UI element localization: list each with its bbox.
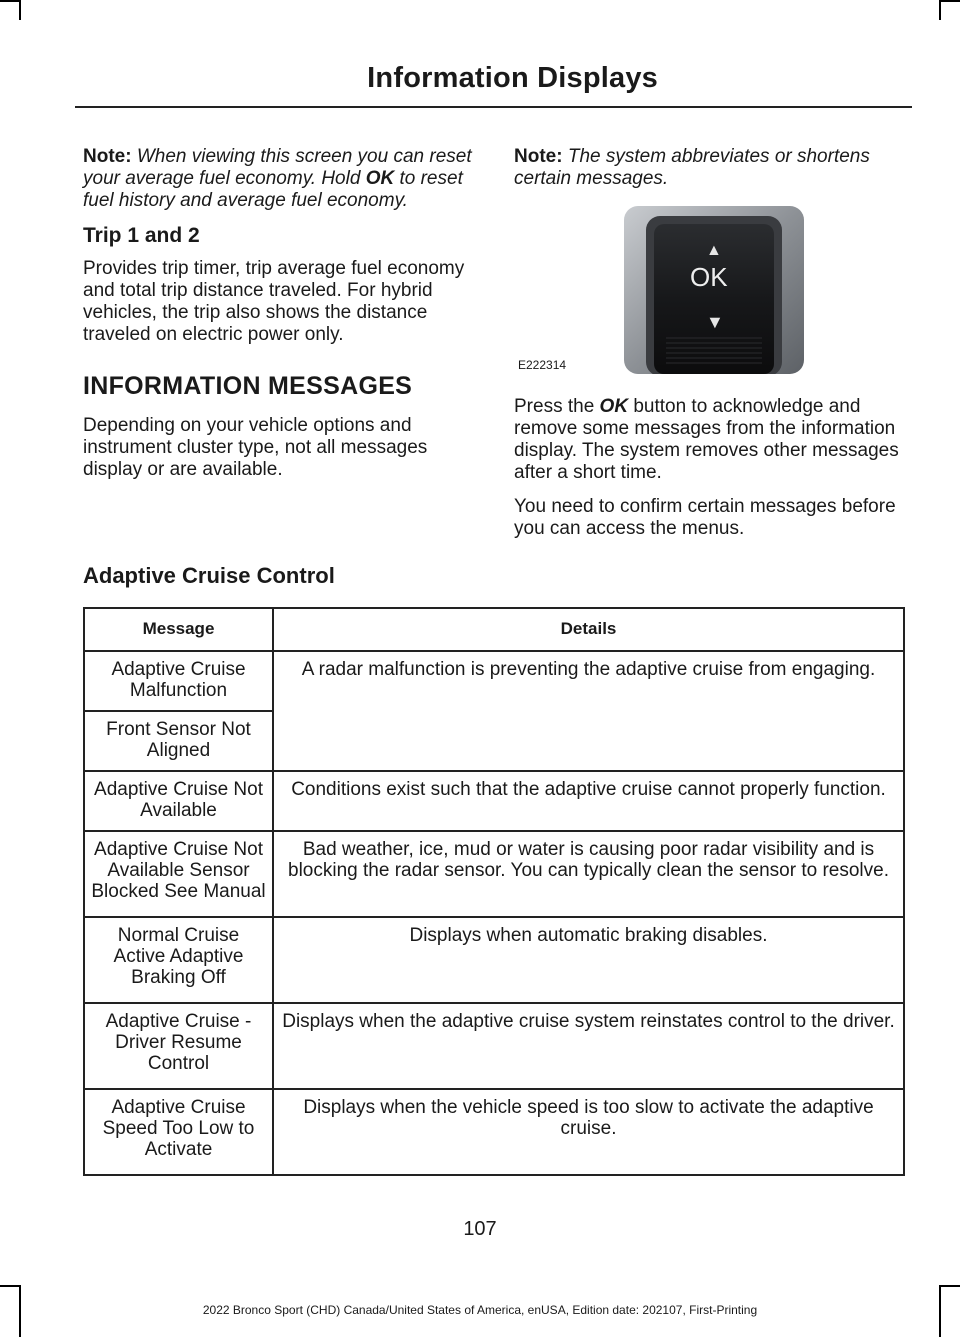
table-row (84, 917, 904, 1003)
message-cell: Adaptive Cruise Malfunction (84, 651, 273, 711)
ok-keyword: OK (365, 168, 395, 189)
crop-mark (940, 1285, 960, 1287)
table-row (84, 771, 904, 831)
message-cell: Normal Cruise Active Adaptive Braking Off (84, 917, 273, 1003)
ok-button-figure (514, 206, 909, 376)
note-label: Note: (83, 146, 132, 167)
table-header-row (84, 608, 904, 651)
note-label: Note: (514, 146, 563, 167)
press-text-end: button to acknowledge and remove some messages from the information display. The system removes other messages after a short time. (514, 396, 899, 483)
message-cell: Adaptive Cruise Not Available (84, 771, 273, 831)
crop-mark (19, 0, 21, 20)
messages-table (83, 607, 905, 1176)
details-cell: Displays when the vehicle speed is too slow to activate the adaptive cruise. (273, 1089, 904, 1175)
abbreviation-note (514, 146, 909, 190)
header-details: Details (273, 608, 904, 651)
message-cell: Front Sensor Not Aligned (84, 711, 273, 771)
section-text: Depending on your vehicle options and instrument cluster type, not all messages display or are available. (83, 415, 428, 480)
confirm-text: You need to confirm certain messages before you can access the menus. (514, 496, 896, 539)
crop-mark (0, 0, 20, 2)
table-row (84, 1003, 904, 1089)
note-text: When viewing this screen you can reset your average fuel economy. Hold (83, 146, 472, 189)
crop-mark (0, 1285, 20, 1287)
details-cell: A radar malfunction is preventing the adaptive cruise from engaging. (273, 651, 904, 771)
trip-text: Provides trip timer, trip average fuel economy and total trip distance traveled. For hybrid vehicles, the trip also shows the distance traveled on electric power only. (83, 258, 465, 345)
details-cell: Displays when the adaptive cruise system reinstates control to the driver. (273, 1003, 904, 1089)
table-row (84, 831, 904, 917)
details-cell: Displays when automatic braking disables. (273, 917, 904, 1003)
details-cell: Conditions exist such that the adaptive cruise cannot properly function. (273, 771, 904, 831)
header-message: Message (84, 608, 273, 651)
message-cell: Adaptive Cruise Not Available Sensor Blocked See Manual (84, 831, 273, 917)
fuel-reset-note (83, 146, 478, 212)
press-ok-text (514, 396, 909, 484)
table-row (84, 651, 904, 711)
press-text-start: Press the (514, 396, 600, 417)
right-column (514, 146, 909, 552)
message-cell: Adaptive Cruise - Driver Resume Control (84, 1003, 273, 1089)
left-column (83, 146, 478, 493)
ok-keyword: OK (599, 396, 629, 417)
note-text-end: to reset fuel history and average fuel economy. (83, 168, 463, 211)
up-arrow-icon: ▲ (706, 242, 722, 259)
message-cell: Adaptive Cruise Speed Too Low to Activate (84, 1089, 273, 1175)
page-number: 107 (463, 1218, 497, 1240)
header-divider (75, 106, 912, 108)
table-row (84, 1089, 904, 1175)
crop-mark (940, 0, 960, 2)
ok-button-label: OK (690, 262, 728, 292)
steering-control-image (624, 206, 804, 374)
note-text: The system abbreviates or shortens certain messages. (514, 146, 870, 189)
section-heading: INFORMATION MESSAGES (83, 372, 413, 400)
page-title: Information Displays (367, 62, 658, 94)
trip-heading: Trip 1 and 2 (83, 224, 200, 247)
crop-mark (939, 0, 941, 20)
page-footer: 2022 Bronco Sport (CHD) Canada/United States of America, enUSA, Edition date: 202107, First-Printing (202, 1303, 758, 1317)
figure-code: E222314 (518, 358, 567, 372)
details-cell: Bad weather, ice, mud or water is causing poor radar visibility and is blocking the radar sensor. You can typically clean the sensor to resolve. (273, 831, 904, 917)
down-arrow-icon: ▼ (706, 312, 724, 332)
table-title: Adaptive Cruise Control (83, 563, 335, 588)
